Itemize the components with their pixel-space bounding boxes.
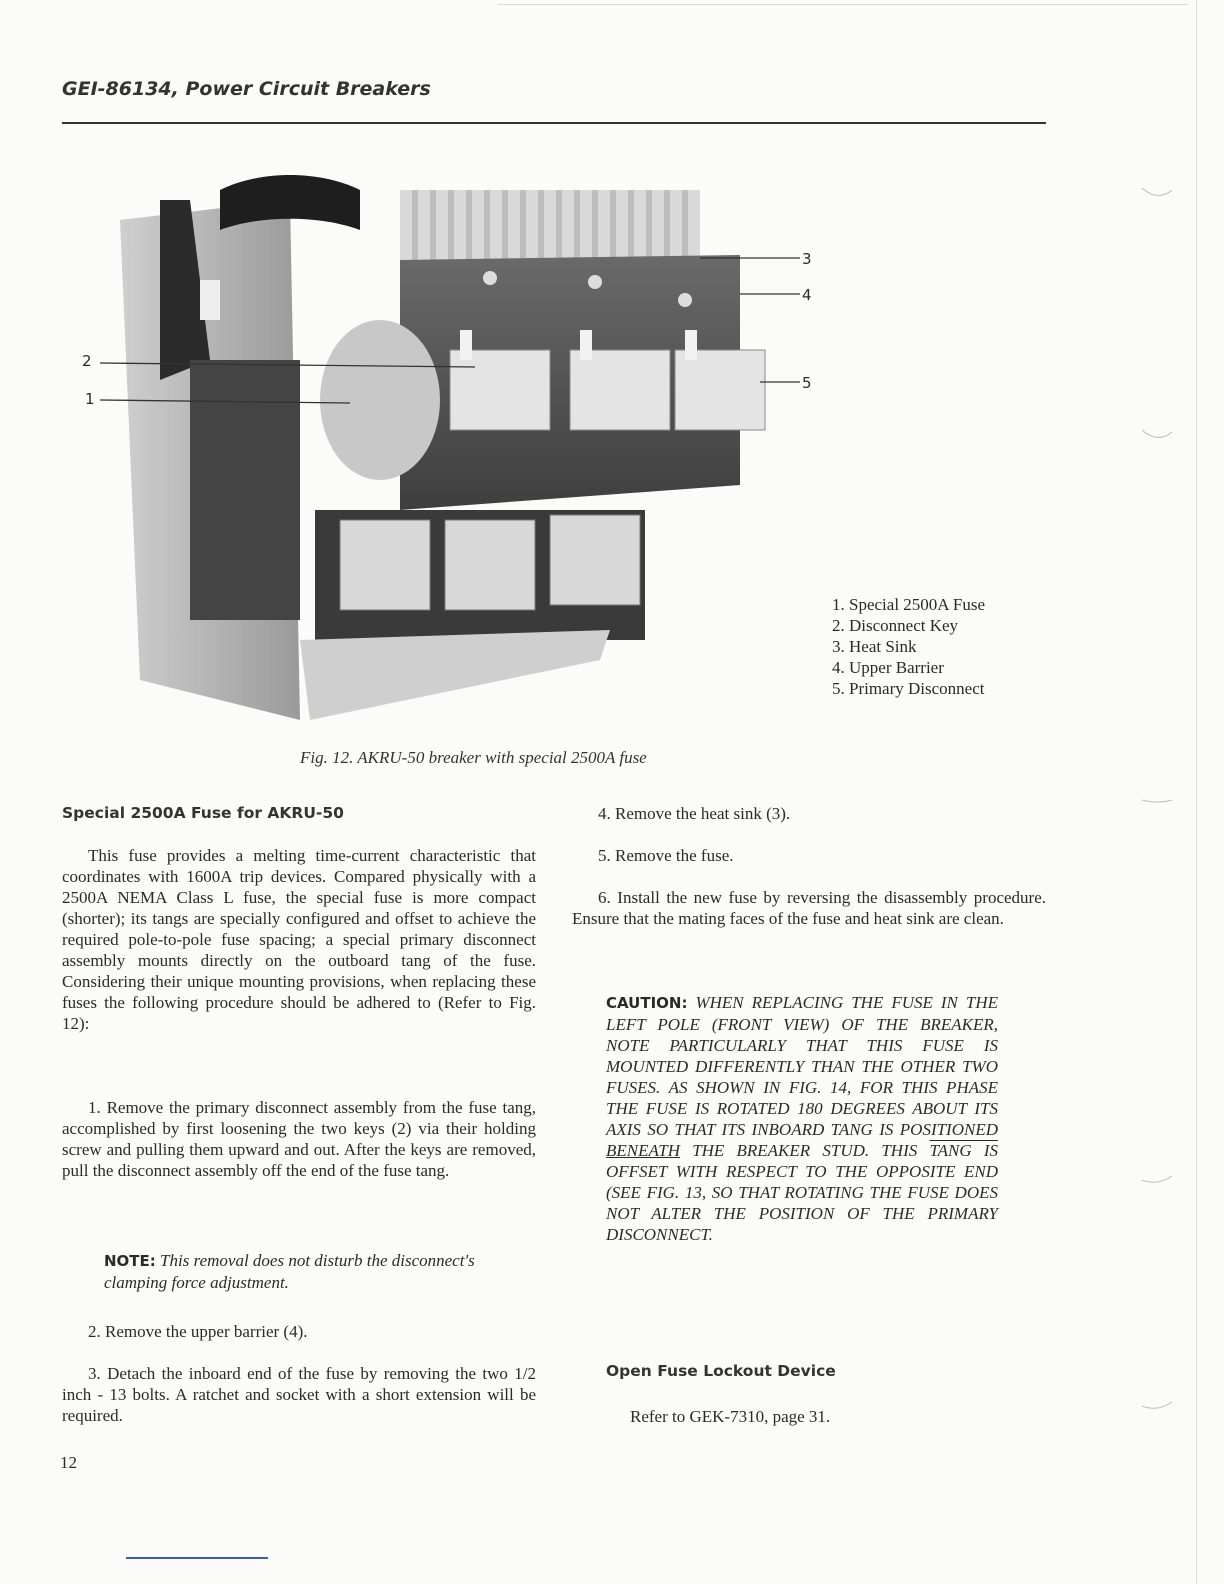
legend-item: 1. Special 2500A Fuse [832, 595, 985, 614]
callout-1: 1 [85, 390, 95, 408]
section-heading: Open Fuse Lockout Device [606, 1362, 836, 1380]
legend-item: 5. Primary Disconnect [832, 679, 985, 698]
caution-label: CAUTION: [606, 994, 688, 1012]
note-block [104, 1250, 504, 1293]
margin-arc [1140, 1172, 1174, 1190]
note-text: This removal does not disturb the disconnect's clamping force adjustment. [104, 1251, 475, 1292]
legend-item: 2. Disconnect Key [832, 616, 959, 635]
figure-caption: Fig. 12. AKRU-50 breaker with special 2500A fuse [300, 748, 647, 767]
step-3: 3. Detach the inboard end of the fuse by removing the two 1/2 inch - 13 bolts. A ratchet and socket with a short extension will be required. [62, 1364, 536, 1425]
step-6: 6. Install the new fuse by reversing the disassembly procedure. Ensure that the mating faces of the fuse and heat sink are clean. [572, 888, 1046, 928]
step-2: 2. Remove the upper barrier (4). [88, 1322, 308, 1341]
margin-arc [1140, 184, 1174, 202]
breaker-photo [100, 160, 820, 740]
page-edge-line [1196, 0, 1197, 1584]
legend-item: 3. Heat Sink [832, 637, 917, 656]
primary-disconnects [450, 350, 765, 430]
header-rule [62, 122, 1046, 124]
step-5: 5. Remove the fuse. [598, 846, 734, 865]
callout-5: 5 [802, 374, 812, 392]
running-header: GEI-86134, Power Circuit Breakers [62, 78, 431, 100]
scan-mark [126, 1557, 268, 1559]
page-number: 12 [60, 1453, 77, 1472]
margin-arc [1140, 426, 1174, 444]
callout-4: 4 [802, 286, 812, 304]
left-column-body [62, 845, 536, 1034]
intro-paragraph: This fuse provides a melting time-current characteristic that coordinates with 1600A trip devices. Compared physically with a 2500A NEMA Class L fuse, the special fuse is more compact (shorter); its tangs are specially configured and offset to achieve the required pole-to-pole fuse spacing; a special primary disconnect assembly mounts directly on the outboard tang of the fuse. Considering their unique mounting provisions, when replacing these fuses the following procedure should be adhered to (Refer to Fig. 12): [62, 846, 536, 1033]
callout-2: 2 [82, 352, 92, 370]
callout-3: 3 [802, 250, 812, 268]
step-4: 4. Remove the heat sink (3). [598, 804, 791, 823]
margin-arc [1140, 1398, 1174, 1416]
special-2500a-fuse [320, 320, 440, 480]
note-label: NOTE: [104, 1252, 156, 1270]
refer-paragraph: Refer to GEK-7310, page 31. [630, 1407, 831, 1426]
figure-legend [832, 594, 985, 699]
section-heading: Special 2500A Fuse for AKRU-50 [62, 804, 344, 822]
top-edge-line [498, 4, 1188, 5]
legend-item: 4. Upper Barrier [832, 658, 944, 677]
caution-block: CAUTION: WHEN REPLACING THE FUSE IN THE LEFT POLE (FRONT VIEW) OF THE BREAKER, NOTE PARTICULARLY THAT THIS FUSE IS MOUNTED DIFFERENTLY THAN THE OTHER TWO FUSES. AS SHOWN IN FIG. 14, FOR THIS PHASE THE FUSE IS ROTATED 180 DEGREES ABOUT ITS AXIS SO THAT ITS INBOARD TANG IS POSITIONED BENEATH THE BREAKER STUD. THIS TANG IS OFFSET WITH RESPECT TO THE OPPOSITE END (SEE FIG. 13, SO THAT ROTATING THE FUSE DOES NOT ALTER THE POSITION OF THE PRIMARY DISCONNECT. [606, 993, 999, 1244]
margin-arc [1140, 792, 1174, 810]
step-1: 1. Remove the primary disconnect assembly from the fuse tang, accomplished by first loosening the two keys (2) via their holding screw and pulling them upward and out. After the keys are removed, pull the disconnect assembly off the end of the fuse tang. [62, 1098, 536, 1180]
